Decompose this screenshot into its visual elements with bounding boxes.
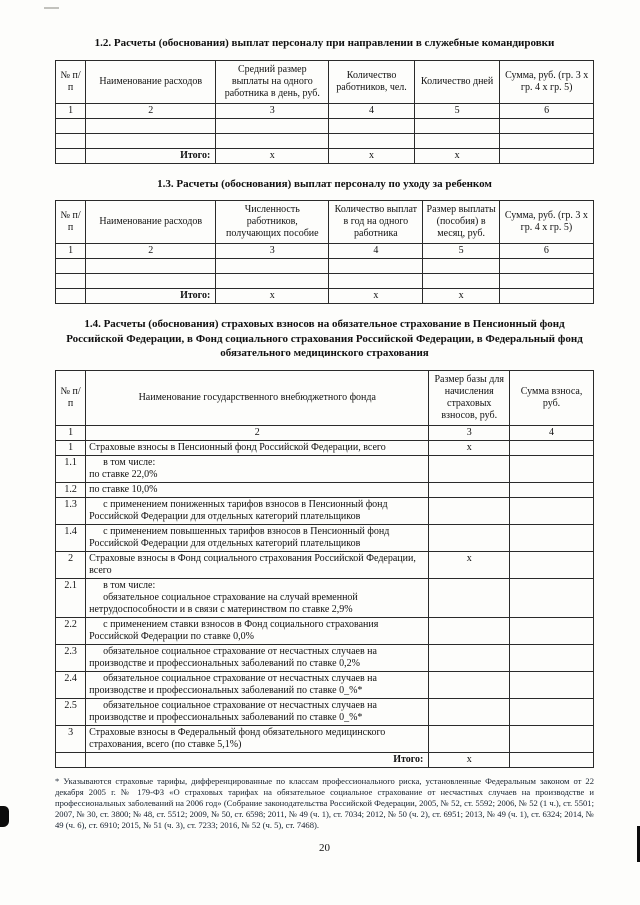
table-cell [510, 455, 594, 482]
table-cell [429, 644, 510, 671]
table-cell [423, 274, 499, 289]
table-cell [429, 578, 510, 617]
table-cell: х [423, 289, 499, 304]
table-cell: Сумма, руб. (гр. 3 х гр. 4 х гр. 5) [499, 201, 593, 244]
table-cell [56, 752, 86, 767]
table-cell: 3 [216, 244, 329, 259]
table-cell [56, 133, 86, 148]
table-cell [500, 148, 594, 163]
table-row [56, 497, 594, 524]
table-cell [510, 578, 594, 617]
scan-artifact-left [0, 806, 9, 827]
table-cell: 1.4 [56, 524, 86, 551]
insurance-contributions-table [55, 370, 594, 768]
table-cell: х [216, 148, 329, 163]
table-cell: 2.2 [56, 617, 86, 644]
table-cell: Размер выплаты (пособия) в месяц, руб. [423, 201, 499, 244]
table-cell [429, 497, 510, 524]
table-cell [429, 698, 510, 725]
table-cell: 1 [56, 425, 86, 440]
table-row [56, 617, 594, 644]
table-cell: х [414, 148, 500, 163]
table-cell [510, 617, 594, 644]
table-cell [510, 698, 594, 725]
table-cell: х [216, 289, 329, 304]
table-cell: 5 [414, 103, 500, 118]
table-cell [429, 725, 510, 752]
section-heading-1-4: 1.4. Расчеты (обоснования) страховых взносов на обязательное страхование в Пенсионный фонд Российской Федерации, в Фонд социального страхования Российской Федерации, в Федеральный фонд обязательного медицинского страхования [66, 318, 583, 360]
table-cell [499, 289, 593, 304]
table-cell: х [429, 752, 510, 767]
table-cell [510, 497, 594, 524]
table-cell [500, 118, 594, 133]
table-cell: обязательное социальное страхование от несчастных случаев на производстве и профессиональных заболеваний по ставке 0,2% [86, 644, 429, 671]
table-cell: 4 [329, 244, 423, 259]
table-cell [329, 274, 423, 289]
table-row [56, 524, 594, 551]
table-cell [429, 671, 510, 698]
table-cell: с применением пониженных тарифов взносов в Пенсионный фонд Российской Федерации для отдельных категорий плательщиков [86, 497, 429, 524]
table-cell: по ставке 10,0% [86, 482, 429, 497]
table-cell [429, 455, 510, 482]
section-heading-1-2: 1.2. Расчеты (обоснования) выплат персоналу при направлении в служебные командировки [94, 37, 555, 49]
table-cell: 3 [429, 425, 510, 440]
table-cell: 2.3 [56, 644, 86, 671]
table-cell: 2.1 [56, 578, 86, 617]
table-cell [414, 133, 500, 148]
table-row [56, 118, 594, 133]
table-cell [510, 524, 594, 551]
table-cell: Итого: [86, 148, 216, 163]
table-cell [429, 482, 510, 497]
table-row [56, 244, 594, 259]
page-number: 20 [319, 841, 330, 854]
table-cell [329, 133, 415, 148]
table-cell: Наименование государственного внебюджетного фонда [86, 370, 429, 425]
table-row [56, 60, 594, 103]
table-cell: Итого: [86, 289, 216, 304]
table-cell: 2 [56, 551, 86, 578]
table-row [56, 671, 594, 698]
table-cell: с применением повышенных тарифов взносов в Пенсионный фонд Российской Федерации для отдельных категорий плательщиков [86, 524, 429, 551]
table-row [56, 274, 594, 289]
scan-artifact-top [44, 7, 59, 9]
table-cell: 3 [56, 725, 86, 752]
table-1-4-container [55, 370, 594, 768]
table-row [56, 289, 594, 304]
table-cell [56, 274, 86, 289]
table-row [56, 201, 594, 244]
table-1-3-container [55, 200, 594, 304]
table-row [56, 370, 594, 425]
table-cell: 1.3 [56, 497, 86, 524]
table-cell: Количество работников, чел. [329, 60, 415, 103]
table-cell [56, 259, 86, 274]
table-cell: Количество дней [414, 60, 500, 103]
table-cell [86, 118, 216, 133]
table-cell [329, 118, 415, 133]
table-row [56, 644, 594, 671]
table-cell [216, 274, 329, 289]
table-row [56, 482, 594, 497]
table-cell: 2.4 [56, 671, 86, 698]
table-row [56, 440, 594, 455]
table-cell: 1.1 [56, 455, 86, 482]
table-cell [56, 289, 86, 304]
business-trip-payments-table [55, 60, 594, 164]
table-cell: х [329, 289, 423, 304]
table-row [56, 148, 594, 163]
table-cell [216, 259, 329, 274]
table-cell: Сумма, руб. (гр. 3 х гр. 4 х гр. 5) [500, 60, 594, 103]
table-row [56, 133, 594, 148]
table-cell [510, 440, 594, 455]
table-row [56, 752, 594, 767]
table-cell: 1 [56, 244, 86, 259]
table-cell: 6 [500, 103, 594, 118]
table-row [56, 578, 594, 617]
table-cell: Численность работников, получающих пособие [216, 201, 329, 244]
table-cell: Страховые взносы в Федеральный фонд обязательного медицинского страхования, всего (по ставке 5,1%) [86, 725, 429, 752]
table-cell: 6 [499, 244, 593, 259]
footnote: * Указываются страховые тарифы, дифференцированные по классам профессионального риска, установленные Федеральным законом от 22 декабря 2005 г. № 179-ФЗ «О страховых тарифах на обязательное социальное страхование от несчастных случаев на производстве и профессиональных заболеваний на 2006 год» (Собрание законодательства Российской Федерации, 2005, № 52, ст. 5592; 2006, № 52 (1 ч.), ст. 5501; 2007, № 30, ст. 3800; № 48, ст. 5512; 2009, № 50, ст. 6598; 2011, № 49 (ч. 1), ст. 7034; 2012, № 50 (ч. 2), ст. 6951; 2013, № 49 (ч. 1), ст. 6324; 2014, № 49 (ч. 6), ст. 6910; 2015, № 51 (ч. 3), ст. 7233; 2016, № 52 (ч. 5), ст. 7468). [55, 775, 594, 830]
table-cell [500, 133, 594, 148]
table-cell [510, 482, 594, 497]
table-1-2-container [55, 60, 594, 164]
table-cell: Наименование расходов [86, 60, 216, 103]
table-cell: 1.2 [56, 482, 86, 497]
table-cell: Страховые взносы в Пенсионный фонд Российской Федерации, всего [86, 440, 429, 455]
table-cell: № п/п [56, 60, 86, 103]
table-cell: в том числе: по ставке 22,0% [86, 455, 429, 482]
table-cell: обязательное социальное страхование от несчастных случаев на производстве и профессиональных заболеваний по ставке 0_%* [86, 671, 429, 698]
table-cell [86, 274, 216, 289]
table-cell [414, 118, 500, 133]
table-cell [86, 259, 216, 274]
table-cell: с применением ставки взносов в Фонд социального страхования Российской Федерации по ставке 0,0% [86, 617, 429, 644]
table-cell [499, 259, 593, 274]
table-cell: х [329, 148, 415, 163]
table-cell: 5 [423, 244, 499, 259]
table-cell: 3 [216, 103, 329, 118]
table-cell: Средний размер выплаты на одного работника в день, руб. [216, 60, 329, 103]
table-cell [216, 133, 329, 148]
childcare-payments-table [55, 200, 594, 304]
table-cell [429, 524, 510, 551]
table-cell [429, 617, 510, 644]
table-cell [510, 551, 594, 578]
table-cell: 2.5 [56, 698, 86, 725]
table-cell: 2 [86, 103, 216, 118]
table-cell: х [429, 551, 510, 578]
table-cell [510, 725, 594, 752]
table-cell: в том числе: обязательное социальное страхование на случай временной нетрудоспособности и в связи с материнством по ставке 2,9% [86, 578, 429, 617]
table-cell: х [429, 440, 510, 455]
table-cell: 4 [510, 425, 594, 440]
table-row [56, 455, 594, 482]
section-heading-1-3: 1.3. Расчеты (обоснования) выплат персоналу по уходу за ребенком [157, 177, 492, 190]
table-row [56, 103, 594, 118]
table-cell [510, 752, 594, 767]
table-row [56, 725, 594, 752]
table-cell: Итого: [86, 752, 429, 767]
table-cell [56, 118, 86, 133]
table-cell [423, 259, 499, 274]
table-cell [510, 644, 594, 671]
table-cell: № п/п [56, 201, 86, 244]
table-row [56, 425, 594, 440]
table-cell: Размер базы для начисления страховых взносов, руб. [429, 370, 510, 425]
table-cell [56, 148, 86, 163]
table-row [56, 551, 594, 578]
table-cell: 4 [329, 103, 415, 118]
table-row [56, 259, 594, 274]
table-cell: 2 [86, 425, 429, 440]
table-row [56, 698, 594, 725]
table-cell: 2 [86, 244, 216, 259]
table-cell: 1 [56, 103, 86, 118]
table-cell [329, 259, 423, 274]
table-cell: обязательное социальное страхование от несчастных случаев на производстве и профессиональных заболеваний по ставке 0_%* [86, 698, 429, 725]
table-cell [499, 274, 593, 289]
table-cell: № п/п [56, 370, 86, 425]
table-cell: Страховые взносы в Фонд социального страхования Российской Федерации, всего [86, 551, 429, 578]
table-cell [216, 118, 329, 133]
table-cell: 1 [56, 440, 86, 455]
table-cell: Количество выплат в год на одного работника [329, 201, 423, 244]
table-cell [510, 671, 594, 698]
table-cell: Сумма взноса, руб. [510, 370, 594, 425]
table-cell [86, 133, 216, 148]
table-cell: Наименование расходов [86, 201, 216, 244]
